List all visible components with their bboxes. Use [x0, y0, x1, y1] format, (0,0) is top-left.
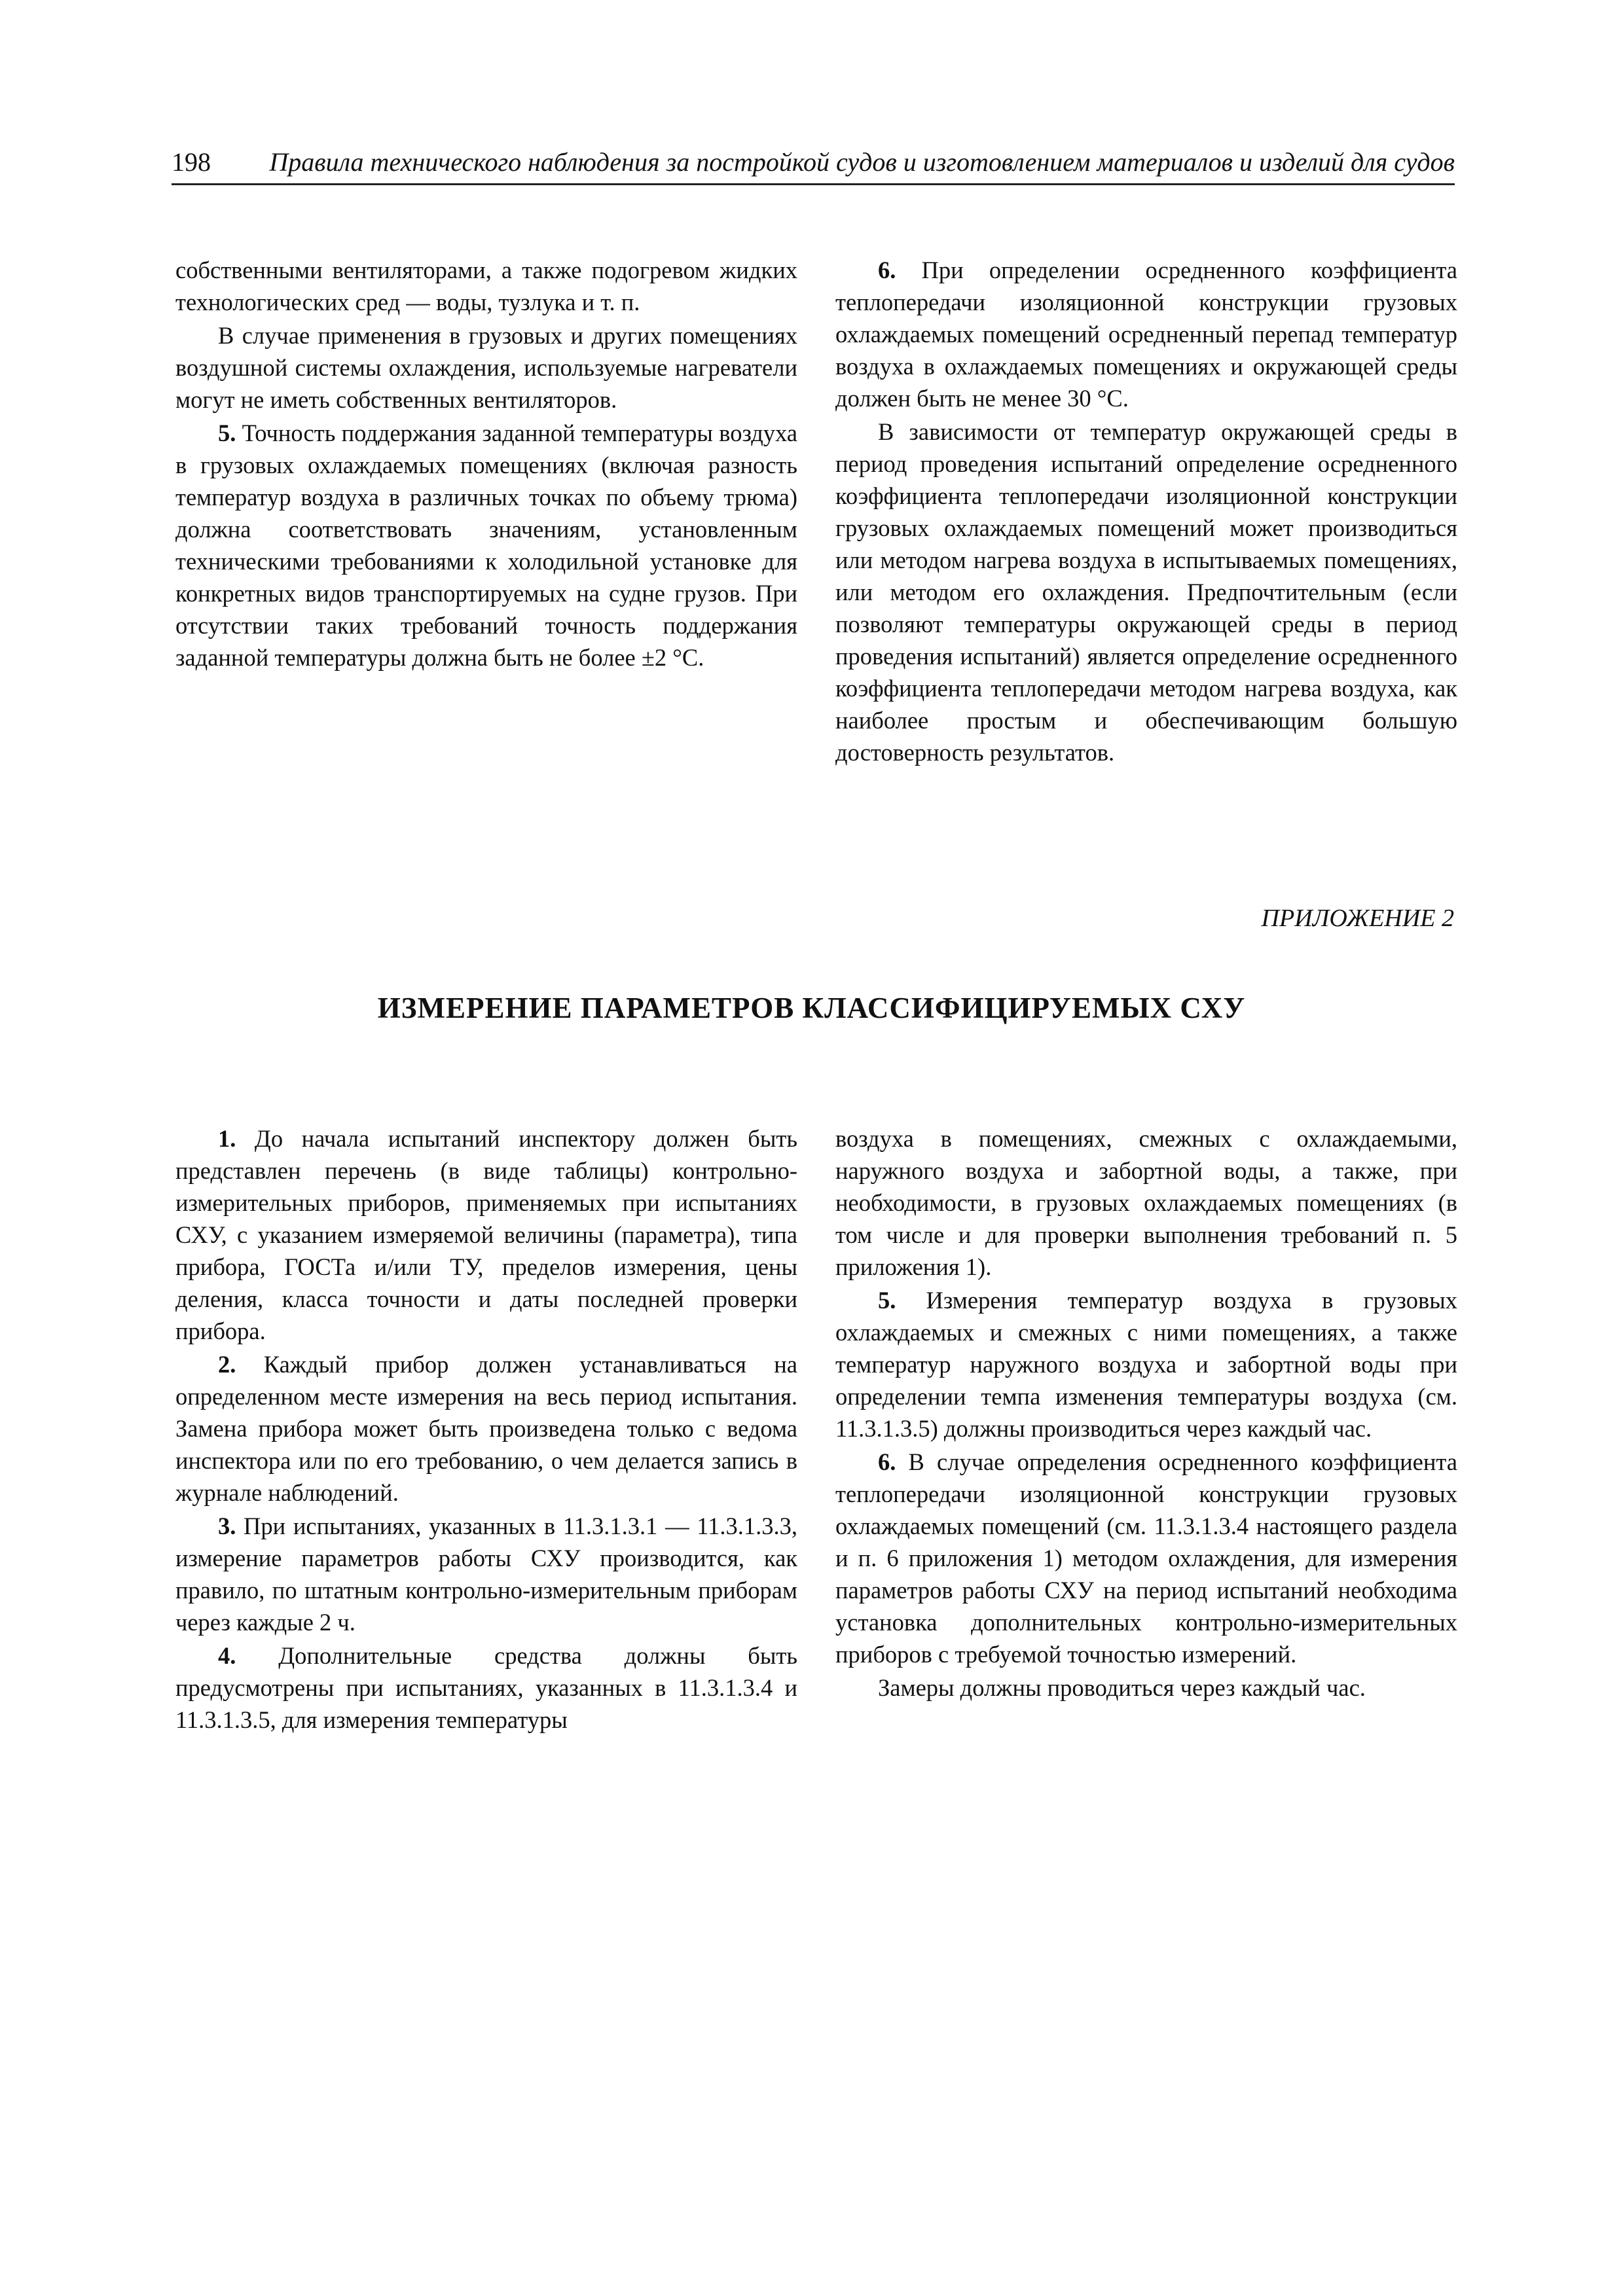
paragraph: Замеры должны проводиться через каждый час. — [878, 1674, 1366, 1701]
paragraph: 5. Точность поддержания заданной температуры воздуха в грузовых охлаждаемых помещениях (включая разность температур воздуха в различных точках по объему трюма) должна соответствовать значениям, установленным техническими требованиями к холодильной установке для конкретных видов транспортируемых на судне грузов. При отсутствии таких требований точность поддержания заданной температуры должна быть не более ±2 °C. — [175, 420, 797, 671]
paragraph: 1. До начала испытаний инспектору должен быть представлен перечень (в виде таблицы) контрольно-измерительных приборов, применяемых при испытаниях СХУ, с указанием измеряемой величины (параметра), типа прибора, ГОСТа и/или ТУ, пределов измерения, цены деления, класса точности и даты последней проверки прибора. — [175, 1125, 797, 1344]
paragraph: воздуха в помещениях, смежных с охлаждаемыми, наружного воздуха и забортной воды, а также, при необходимости, в грузовых охлаждаемых помещениях (в том числе и для проверки выполнения требований п. 5 приложения 1). — [835, 1125, 1457, 1280]
paragraph: 3. При испытаниях, указанных в 11.3.1.3.1 — 11.3.1.3.3, измерение параметров работы СХУ производится, как правило, по штатным контрольно-измерительным приборам через каждые 2 ч. — [175, 1513, 798, 1636]
paragraph: 5. Измерения температур воздуха в грузовых охлаждаемых и смежных с ними помещениях, а также температур наружного воздуха и забортной воды при определении темпа изменения температуры воздуха (см. 11.3.1.3.5) должны производиться через каждый час. — [835, 1287, 1458, 1442]
page-header — [172, 145, 1455, 185]
paragraph: собственными вентиляторами, а также подогревом жидких технологических сред — воды, тузлука и т. п. — [175, 257, 797, 315]
paragraph: 2. Каждый прибор должен устанавливаться на определенном месте измерения на весь период испытания. Замена прибора может быть произведена только с ведома инспектора или по его требованию, о чем делается запись в журнале наблюдений. — [175, 1351, 798, 1506]
paragraph: 6. В случае определения осредненного коэффициента теплопередачи изоляционной конструкции грузовых охлаждаемых помещений (см. 11.3.1.3.4 настоящего раздела и п. 6 приложения 1) методом охлаждения, для измерения параметров работы СХУ на период испытаний необходима установка дополнительных контрольно-измерительных приборов с требуемой точностью измерений. — [835, 1448, 1457, 1668]
bottom-left-column — [175, 1122, 797, 1737]
appendix-label: ПРИЛОЖЕНИЕ 2 — [1261, 905, 1454, 932]
top-right-column — [835, 254, 1457, 770]
section-title: ИЗМЕРЕНИЕ ПАРАМЕТРОВ КЛАССИФИЦИРУЕМЫХ СХУ — [377, 992, 1246, 1024]
paragraph: В случае применения в грузовых и других помещениях воздушной системы охлаждения, используемые нагреватели могут не иметь собственных вентиляторов. — [175, 322, 797, 413]
running-title: Правила технического наблюдения за постройкой судов и изготовлением материалов и изделий для судов — [269, 147, 1455, 177]
paragraph: 6. При определении осредненного коэффициента теплопередачи изоляционной конструкции грузовых охлаждаемых помещений осредненный перепад температур воздуха в охлаждаемых помещениях и окружающей среды должен быть не менее 30 °C. — [835, 257, 1457, 412]
paragraph: 4. Дополнительные средства должны быть предусмотрены при испытаниях, указанных в 11.3.1.3.4 и 11.3.1.3.5, для измерения температуры — [175, 1642, 797, 1733]
paragraph: В зависимости от температур окружающей среды в период проведения испытаний определение осредненного коэффициента теплопередачи изоляционной конструкции грузовых охлаждаемых помещений может производиться или методом нагрева воздуха в испытываемых помещениях, или методом его охлаждения. Предпочтительным (если позволяют температуры окружающей среды в период проведения испытаний) является определение осредненного коэффициента теплопередачи методом нагрева воздуха, как наиболее простым и обеспечивающим большую достоверность результатов. — [835, 418, 1457, 766]
page-number: 198 — [172, 147, 211, 177]
top-left-column — [175, 254, 797, 675]
bottom-right-column — [835, 1122, 1457, 1705]
